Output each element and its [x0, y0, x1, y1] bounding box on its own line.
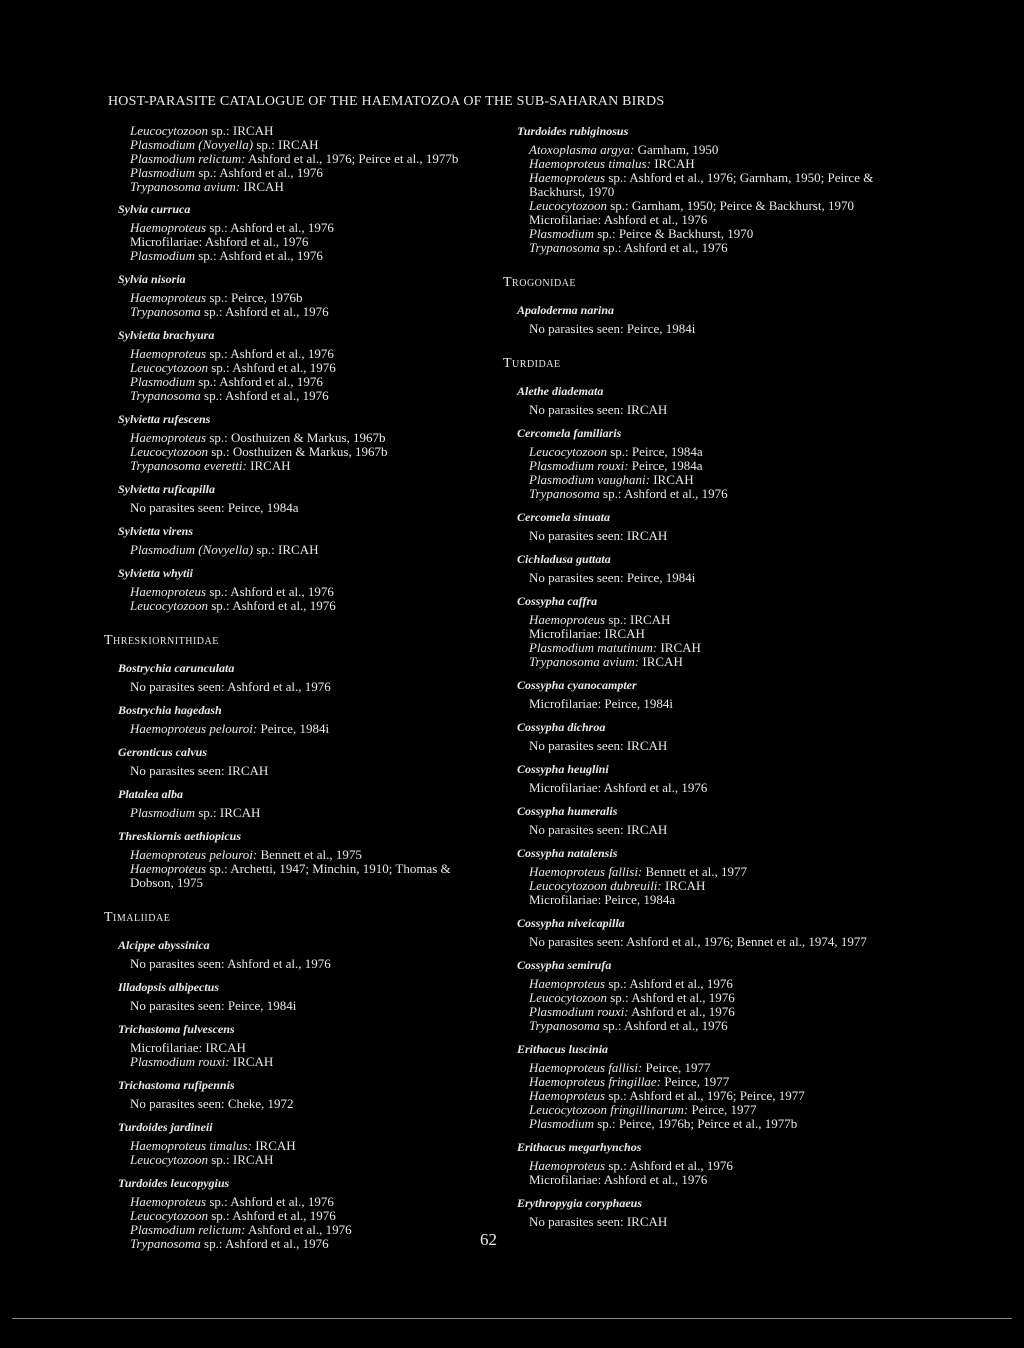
parasite-record [529, 487, 903, 501]
parasite-name: Plasmodium [130, 248, 195, 263]
parasite-record [529, 445, 903, 459]
host-species-name: Erithacus luscinia [517, 1042, 609, 1056]
record-reference: No parasites seen: Cheke, 1972 [130, 1096, 294, 1111]
family-heading: Timaliidae [104, 910, 171, 925]
host-entry [503, 762, 903, 795]
host-species-name: Apaloderma narina [517, 303, 615, 317]
record-reference: Ashford et al., 1976; Peirce et al., 1977b [245, 151, 459, 166]
host-entry [503, 1196, 903, 1229]
parasite-record [529, 473, 903, 487]
host-entry [104, 566, 494, 613]
record-reference: No parasites seen: Peirce, 1984i [130, 998, 297, 1013]
host-entry [503, 804, 903, 837]
record-reference: sp.: IRCAH [207, 123, 274, 138]
record-reference: sp.: IRCAH [253, 137, 319, 152]
record-reference: sp.: Ashford et al., 1976 [207, 1208, 336, 1223]
record-reference: sp.: IRCAH [195, 805, 261, 820]
parasite-record [529, 1103, 903, 1117]
parasite-record [529, 1061, 903, 1075]
parasite-record [529, 893, 903, 907]
parasite-record [529, 977, 903, 991]
record-reference: sp.: Garnham, 1950; Peirce & Backhurst, 1970 [606, 198, 854, 213]
host-species-name: Cossypha niveicapilla [517, 916, 625, 930]
parasite-name: Trypanosoma [529, 486, 600, 501]
parasite-name: Haemoproteus [130, 290, 207, 305]
host-entry [104, 787, 494, 820]
host-species-name: Erithacus megarhynchos [517, 1140, 642, 1154]
parasite-record [529, 627, 903, 641]
parasite-name: Trypanosoma avium: [130, 179, 241, 194]
parasite-record [130, 543, 494, 557]
host-species-name: Bostrychia hagedash [118, 703, 222, 717]
record-reference: sp.: Ashford et al., 1976; Peirce, 1977 [605, 1088, 805, 1103]
parasite-record [130, 862, 494, 890]
host-species-name: Cercomela sinuata [517, 510, 611, 524]
parasite-name: Plasmodium [529, 1116, 594, 1131]
parasite-record [529, 1173, 903, 1187]
host-entry [503, 720, 903, 753]
parasite-record [529, 322, 903, 336]
parasite-name: Haemoproteus pelouroi: [130, 721, 258, 736]
bottom-rule [12, 1318, 1012, 1319]
host-entry [503, 1042, 903, 1131]
host-species-name: Trichastoma fulvescens [118, 1022, 235, 1036]
parasite-name: Plasmodium [529, 226, 594, 241]
record-reference: No parasites seen: Peirce, 1984a [130, 500, 299, 515]
record-reference: Microfilariae: Peirce, 1984i [529, 696, 674, 711]
host-entry [503, 916, 903, 949]
host-species-name: Turdoides jardineii [118, 1120, 213, 1134]
host-entry [503, 958, 903, 1033]
host-entry [104, 938, 494, 971]
parasite-name: Leucocytozoon [130, 444, 208, 459]
page-number: 62 [480, 1230, 497, 1249]
parasite-record [529, 227, 903, 241]
parasite-record [529, 143, 903, 157]
record-reference: sp.: Ashford et al., 1976 [195, 374, 323, 389]
parasite-record [130, 1153, 494, 1167]
record-reference: Microfilariae: Ashford et al., 1976 [529, 212, 708, 227]
parasite-record [529, 991, 903, 1005]
record-reference: Microfilariae: Ashford et al., 1976 [130, 234, 309, 249]
record-reference: Peirce, 1977 [661, 1074, 730, 1089]
parasite-name: Trypanosoma avium: [529, 654, 640, 669]
parasite-record [529, 781, 903, 795]
record-reference: sp.: Ashford et al., 1976 [206, 584, 334, 599]
parasite-name: Plasmodium rouxi: [130, 1054, 230, 1069]
parasite-name: Haemoproteus [130, 861, 207, 876]
record-reference: No parasites seen: Peirce, 1984i [529, 570, 696, 585]
parasite-name: Haemoproteus timalus: [529, 156, 651, 171]
parasite-record [529, 739, 903, 753]
record-reference: sp.: Ashford et al., 1976 [599, 1018, 728, 1033]
family-heading: Threskiornithidae [104, 633, 219, 648]
host-species-name: Sylvietta virens [118, 524, 193, 538]
parasite-name: Leucocytozoon [130, 1208, 208, 1223]
host-species-name: Bostrychia carunculata [118, 661, 235, 675]
parasite-name: Leucocytozoon [529, 990, 607, 1005]
host-species-name: Threskiornis aethiopicus [118, 829, 242, 843]
running-header: HOST-PARASITE CATALOGUE OF THE HAEMATOZOA OF THE SUB-SAHARAN BIRDS [108, 94, 665, 109]
host-entry [503, 510, 903, 543]
parasite-record [529, 241, 903, 255]
parasite-record [529, 613, 903, 627]
record-reference: No parasites seen: Ashford et al., 1976 [130, 956, 331, 971]
parasite-name: Haemoproteus pelouroi: [130, 847, 258, 862]
parasite-record [130, 1195, 494, 1209]
host-entry [104, 328, 494, 403]
record-reference: IRCAH [229, 1054, 274, 1069]
family-heading: Turdidae [503, 356, 561, 371]
parasite-name: Trypanosoma [130, 1236, 201, 1251]
record-reference: sp.: Ashford et al., 1976 [195, 165, 323, 180]
parasite-record [529, 1075, 903, 1089]
parasite-name: Plasmodium rouxi: [529, 1004, 629, 1019]
parasite-record [130, 138, 494, 152]
parasite-name: Haemoproteus [130, 220, 207, 235]
host-species-name: Sylvietta brachyura [118, 328, 215, 342]
parasite-name: Plasmodium [130, 165, 195, 180]
parasite-record [130, 459, 494, 473]
parasite-record [130, 152, 494, 166]
host-species-name: Sylvietta ruficapilla [118, 482, 215, 496]
record-reference: sp.: Peirce, 1984a [606, 444, 703, 459]
parasite-name: Haemoproteus fallisi: [529, 1060, 643, 1075]
record-reference: IRCAH [661, 878, 706, 893]
parasite-record [529, 641, 903, 655]
parasite-name: Leucocytozoon dubreuili: [529, 878, 662, 893]
parasite-record [130, 389, 494, 403]
parasite-record [529, 213, 903, 227]
parasite-name: Haemoproteus [130, 430, 207, 445]
record-reference: sp.: Oosthuizen & Markus, 1967b [206, 430, 386, 445]
record-reference: sp.: Peirce, 1976b [206, 290, 303, 305]
parasite-record [529, 157, 903, 171]
record-reference: sp.: Oosthuizen & Markus, 1967b [207, 444, 388, 459]
record-reference: Microfilariae: IRCAH [130, 1040, 246, 1055]
continued-entry [104, 124, 494, 194]
parasite-record [130, 957, 494, 971]
parasite-name: Plasmodium vaughani: [529, 472, 650, 487]
record-reference: Microfilariae: IRCAH [529, 626, 645, 641]
record-reference: Microfilariae: Ashford et al., 1976 [529, 1172, 708, 1187]
record-reference: IRCAH [650, 156, 695, 171]
host-species-name: Sylvietta whytii [118, 566, 193, 580]
parasite-name: Trypanosoma [529, 240, 600, 255]
parasite-record [529, 529, 903, 543]
record-reference: Peirce, 1977 [642, 1060, 711, 1075]
record-reference: sp.: Ashford et al., 1976 [606, 990, 735, 1005]
parasite-record [130, 1209, 494, 1223]
parasite-record [130, 680, 494, 694]
record-reference: sp.: Ashford et al., 1976; Garnham, 1950; Peirce & Backhurst, 1970 [529, 170, 874, 199]
record-reference: sp.: Ashford et al., 1976 [200, 388, 329, 403]
host-species-name: Trichastoma rufipennis [118, 1078, 235, 1092]
host-species-name: Alcippe abyssinica [118, 938, 210, 952]
parasite-name: Trypanosoma everetti: [130, 458, 247, 473]
host-species-name: Cossypha natalensis [517, 846, 618, 860]
record-reference: Bennett et al., 1975 [257, 847, 362, 862]
host-entry [503, 426, 903, 501]
parasite-record [529, 1089, 903, 1103]
record-reference: sp.: Ashford et al., 1976 [605, 1158, 733, 1173]
host-entry [503, 1140, 903, 1187]
host-entry [503, 303, 903, 336]
parasite-record [130, 1223, 494, 1237]
host-species-name: Platalea alba [118, 787, 183, 801]
parasite-name: Haemoproteus [529, 976, 606, 991]
host-entry [104, 1078, 494, 1111]
record-reference: No parasites seen: IRCAH [130, 763, 269, 778]
record-reference: Peirce, 1977 [688, 1102, 757, 1117]
record-reference: Microfilariae: Peirce, 1984a [529, 892, 676, 907]
host-entry [104, 272, 494, 319]
record-reference: No parasites seen: IRCAH [529, 1214, 668, 1229]
parasite-record [130, 249, 494, 263]
parasite-record [130, 305, 494, 319]
record-reference: No parasites seen: Ashford et al., 1976 [130, 679, 331, 694]
host-species-name: Alethe diademata [517, 384, 604, 398]
parasite-name: Haemoproteus fringillae: [529, 1074, 662, 1089]
parasite-name: Leucocytozoon [130, 123, 208, 138]
parasite-record [130, 361, 494, 375]
parasite-record [529, 171, 903, 199]
host-species-name: Cercomela familiaris [517, 426, 622, 440]
record-reference: No parasites seen: Peirce, 1984i [529, 321, 696, 336]
host-entry [503, 552, 903, 585]
parasite-record [529, 655, 903, 669]
host-species-name: Turdoides leucopygius [118, 1176, 230, 1190]
parasite-record [529, 571, 903, 585]
host-entry [104, 1022, 494, 1069]
parasite-name: Plasmodium relictum: [130, 151, 246, 166]
parasite-record [529, 865, 903, 879]
parasite-record [130, 999, 494, 1013]
record-reference: sp.: Ashford et al., 1976 [206, 220, 334, 235]
record-reference: sp.: Ashford et al., 1976 [207, 598, 336, 613]
parasite-record [130, 166, 494, 180]
host-species-name: Sylvietta rufescens [118, 412, 211, 426]
parasite-record [529, 1159, 903, 1173]
record-reference: No parasites seen: IRCAH [529, 528, 668, 543]
parasite-name: Leucocytozoon [529, 444, 607, 459]
right-column [503, 124, 903, 1238]
host-entry [104, 703, 494, 736]
parasite-record [130, 235, 494, 249]
parasite-record [130, 221, 494, 235]
host-species-name: Cossypha semirufa [517, 958, 612, 972]
family-heading: Trogonidae [503, 275, 576, 290]
parasite-name: Plasmodium rouxi: [529, 458, 629, 473]
host-species-name: Geronticus calvus [118, 745, 208, 759]
parasite-name: Plasmodium matutinum: [529, 640, 658, 655]
parasite-record [130, 1055, 494, 1069]
parasite-record [130, 1139, 494, 1153]
parasite-name: Trypanosoma [130, 388, 201, 403]
host-entry [503, 384, 903, 417]
record-reference: Peirce, 1984a [628, 458, 703, 473]
host-entry [104, 202, 494, 263]
record-reference: No parasites seen: IRCAH [529, 738, 668, 753]
record-reference: Peirce, 1984i [257, 721, 330, 736]
parasite-record [529, 823, 903, 837]
parasite-record [130, 1041, 494, 1055]
host-entry [503, 846, 903, 907]
host-species-name: Sylvia nisoria [118, 272, 186, 286]
host-entry [104, 482, 494, 515]
host-species-name: Illadopsis albipectus [118, 980, 220, 994]
parasite-name: Leucocytozoon [130, 1152, 208, 1167]
record-reference: No parasites seen: IRCAH [529, 822, 668, 837]
record-reference: No parasites seen: IRCAH [529, 402, 668, 417]
host-species-name: Turdoides rubiginosus [517, 124, 629, 138]
parasite-record [529, 199, 903, 213]
record-reference: sp.: Ashford et al., 1976 [599, 486, 728, 501]
parasite-record [130, 599, 494, 613]
parasite-name: Haemoproteus timalus: [130, 1138, 252, 1153]
host-entry [503, 124, 903, 255]
host-species-name: Cossypha caffra [517, 594, 598, 608]
record-reference: sp.: Peirce & Backhurst, 1970 [594, 226, 754, 241]
host-entry [104, 745, 494, 778]
parasite-name: Plasmodium relictum: [130, 1222, 246, 1237]
parasite-name: Haemoproteus [529, 1158, 606, 1173]
record-reference: sp.: Peirce, 1976b; Peirce et al., 1977b [594, 1116, 798, 1131]
record-reference: IRCAH [649, 472, 694, 487]
parasite-record [529, 697, 903, 711]
parasite-record [529, 1215, 903, 1229]
parasite-name: Atoxoplasma argya: [529, 142, 635, 157]
parasite-record [529, 1019, 903, 1033]
host-entry [104, 661, 494, 694]
record-reference: IRCAH [639, 654, 683, 669]
parasite-name: Trypanosoma [529, 1018, 600, 1033]
parasite-record [130, 180, 494, 194]
parasite-name: Haemoproteus fallisi: [529, 864, 643, 879]
parasite-record [130, 291, 494, 305]
record-reference: sp.: Ashford et al., 1976 [206, 1194, 334, 1209]
host-species-name: Cossypha dichroa [517, 720, 606, 734]
parasite-record [529, 935, 903, 949]
parasite-record [130, 1237, 494, 1251]
parasite-name: Haemoproteus [529, 170, 606, 185]
parasite-name: Trypanosoma [130, 304, 201, 319]
record-reference: IRCAH [251, 1138, 296, 1153]
parasite-name: Leucocytozoon fringillinarum: [529, 1102, 689, 1117]
host-entry [104, 1176, 494, 1251]
left-column [104, 124, 494, 1260]
parasite-record [529, 1005, 903, 1019]
parasite-name: Haemoproteus [529, 1088, 606, 1103]
record-reference: Microfilariae: Ashford et al., 1976 [529, 780, 708, 795]
host-species-name: Cossypha cyanocampter [517, 678, 637, 692]
parasite-record [529, 459, 903, 473]
parasite-record [529, 403, 903, 417]
record-reference: Garnham, 1950 [634, 142, 719, 157]
record-reference: sp.: IRCAH [605, 612, 671, 627]
parasite-record [130, 347, 494, 361]
host-species-name: Sylvia curruca [118, 202, 191, 216]
record-reference: sp.: IRCAH [207, 1152, 274, 1167]
record-reference: Ashford et al., 1976 [245, 1222, 352, 1237]
record-reference: IRCAH [657, 640, 701, 655]
parasite-record [130, 375, 494, 389]
parasite-record [130, 1097, 494, 1111]
record-reference: sp.: IRCAH [253, 542, 319, 557]
record-reference: sp.: Ashford et al., 1976 [195, 248, 323, 263]
parasite-name: Leucocytozoon [130, 360, 208, 375]
parasite-name: Plasmodium (Novyella) [130, 542, 254, 557]
record-reference: sp.: Ashford et al., 1976 [605, 976, 733, 991]
host-species-name: Cossypha heuglini [517, 762, 609, 776]
parasite-record [130, 585, 494, 599]
parasite-name: Plasmodium (Novyella) [130, 137, 254, 152]
host-entry [104, 980, 494, 1013]
host-species-name: Erythropygia coryphaeus [517, 1196, 643, 1210]
parasite-record [130, 124, 494, 138]
parasite-record [130, 806, 494, 820]
parasite-record [130, 501, 494, 515]
parasite-name: Plasmodium [130, 805, 195, 820]
record-reference: sp.: Archetti, 1947; Minchin, 1910; Thomas & Dobson, 1975 [130, 861, 451, 890]
record-reference: sp.: Ashford et al., 1976 [200, 1236, 329, 1251]
host-species-name: Cossypha humeralis [517, 804, 618, 818]
host-species-name: Cichladusa guttata [517, 552, 611, 566]
record-reference: sp.: Ashford et al., 1976 [200, 304, 329, 319]
record-reference: Bennett et al., 1977 [642, 864, 747, 879]
host-entry [104, 829, 494, 890]
parasite-name: Plasmodium [130, 374, 195, 389]
record-reference: Ashford et al., 1976 [628, 1004, 735, 1019]
parasite-name: Haemoproteus [130, 346, 207, 361]
host-entry [503, 678, 903, 711]
parasite-name: Leucocytozoon [130, 598, 208, 613]
host-entry [104, 412, 494, 473]
parasite-record [130, 445, 494, 459]
host-entry [104, 524, 494, 557]
host-entry [503, 594, 903, 669]
parasite-record [130, 764, 494, 778]
parasite-name: Haemoproteus [130, 584, 207, 599]
record-reference: IRCAH [246, 458, 291, 473]
parasite-name: Haemoproteus [529, 612, 606, 627]
parasite-name: Leucocytozoon [529, 198, 607, 213]
record-reference: sp.: Ashford et al., 1976 [599, 240, 728, 255]
parasite-record [130, 848, 494, 862]
parasite-record [130, 431, 494, 445]
parasite-record [529, 1117, 903, 1131]
parasite-name: Haemoproteus [130, 1194, 207, 1209]
record-reference: sp.: Ashford et al., 1976 [207, 360, 336, 375]
parasite-record [130, 722, 494, 736]
record-reference: IRCAH [240, 179, 284, 194]
parasite-record [529, 879, 903, 893]
host-entry [104, 1120, 494, 1167]
record-reference: No parasites seen: Ashford et al., 1976; Bennet et al., 1974, 1977 [529, 934, 867, 949]
record-reference: sp.: Ashford et al., 1976 [206, 346, 334, 361]
